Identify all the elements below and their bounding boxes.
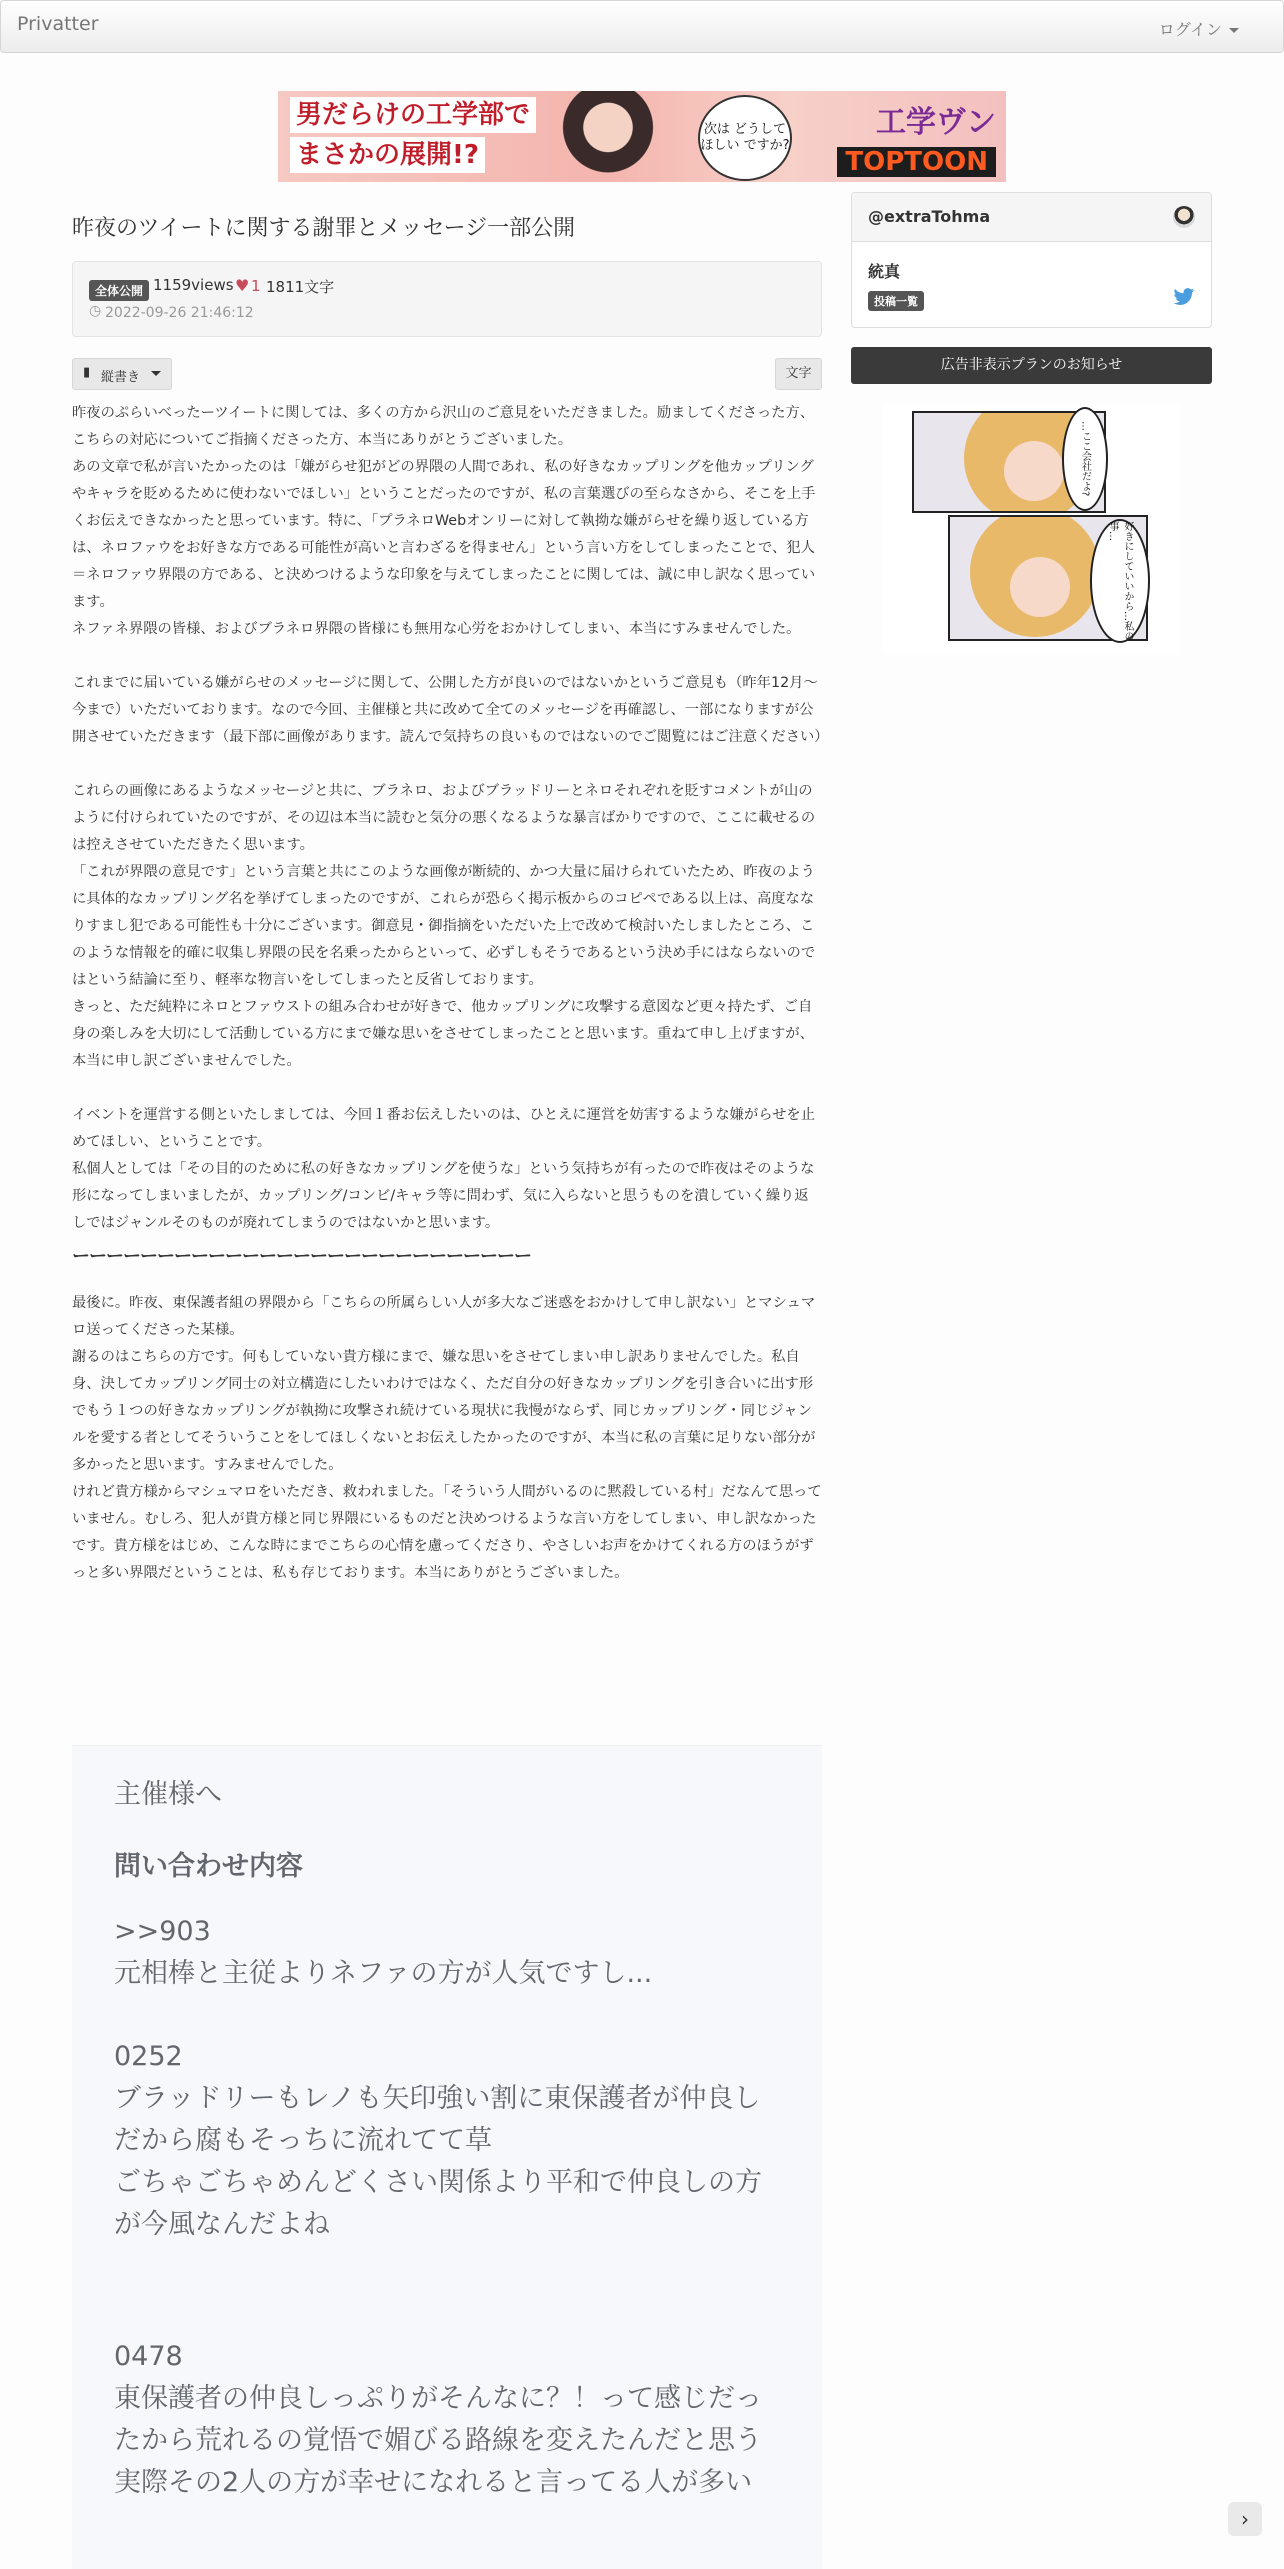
banner-logo-title: 工学ヴン xyxy=(876,105,996,140)
manga-speech-bubble: 好きにしていいから…私の事… xyxy=(1090,519,1150,643)
top-banner-ad[interactable] xyxy=(278,91,1006,182)
like-count: 1 xyxy=(251,277,261,295)
image-message-line: だから腐もそっちに流れてて草 xyxy=(114,2125,492,2156)
chevron-right-icon[interactable]: › xyxy=(1228,2502,1262,2536)
paragraph: イベントを運営する側といたしましては、今回１番お伝えしたいのは、ひとえに運営を妨害するような嫌がらせを止めてほしい、ということです。 xyxy=(72,1107,816,1150)
navbar xyxy=(0,0,1284,53)
separator-line: ーーーーーーーーーーーーーーーーーーーーーーーーーーー xyxy=(72,1246,531,1267)
banner-speech-bubble: 次は どうして ほしい ですか? xyxy=(698,95,792,181)
image-addressee: 主催様へ xyxy=(114,1779,222,1810)
image-message-number: >>903 xyxy=(114,1916,211,1947)
image-message-number: 0478 xyxy=(114,2341,183,2372)
paragraph: けれど貴方様からマシュマロをいただき、救われました。「そういう人間がいるのに黙殺している村」だなんて思っていません。むしろ、犯人が貴方様と同じ界隈にいるものだと決めつけるような言い方をしてしまい、申し訳なかったです。貴方様をはじめ、こんな時にまでこちらの心情を慮ってくださり、やさしいお声をかけてくれる方のほうがずっと多い界隈だということは、私も存じております。本当にありがとうございました。 xyxy=(72,1484,822,1581)
login-label: ログイン xyxy=(1158,20,1222,39)
author-card xyxy=(851,192,1212,328)
author-handle[interactable]: @extraTohma xyxy=(868,207,991,226)
page-title: 昨夜のツイートに関する謝罪とメッセージ一部公開 xyxy=(72,216,576,241)
banner-logo-brand: TOPTOON xyxy=(837,147,996,177)
posts-list-link[interactable]: 投稿一覧 xyxy=(868,291,924,311)
banner-line-2: まさかの展開!? xyxy=(290,137,485,173)
heart-icon[interactable]: ♥ xyxy=(235,276,250,295)
paragraph: これまでに届いている嫌がらせのメッセージに関して、公開した方が良いのではないかというご意見も（昨年12月～今まで）いただいております。なので今回、主催様と共に改めて全てのメッセージを再確認し、一部になりますが公開させていただきます（最下部に画像があります。読んで気持ちの良いものではないのでご閲覧にはご注意ください） xyxy=(72,675,829,745)
paragraph: あの文章で私が言いたかったのは「嫌がらせ犯がどの界隈の人間であれ、私の好きなカップリングを他カップリングやキャラを貶めるために使わないでほしい」ということだったのですが、私の言葉選びの至らなさから、そこを上手くお伝えできなかったと思っています。特に、「プラネロWebオンリーに対して執拗な嫌がらせを繰り返している方は、ネロファウをお好きな方である可能性が高いと言わざるを得ません」という言い方をしてしまったことで、犯人＝ネロファウ界隈の方である、と決めつけるような印象を与えてしまったことに関しては、誠に申し訳なく思っています。 xyxy=(72,459,816,610)
image-heading: 問い合わせ内容 xyxy=(114,1851,303,1882)
paragraph: 私個人としては「その目的のために私の好きなカップリングを使うな」という気持ちが有ったので昨夜はそのような形になってしまいましたが、カップリング/コンビ/キャラ等に問わず、気に入らないと思うものを潰していく繰り返しではジャンルそのものが廃れてしまうのではないかと思います。 xyxy=(72,1161,815,1231)
paragraph: 謝るのはこちらの方です。何もしていない貴方様にまで、嫌な思いをさせてしまい申し訳ありませんでした。私自身、決してカップリング同士の対立構造にしたいわけではなく、ただ自分の好きなカップリングを引き合いに出す形でもう１つの好きなカップリングが執拗に攻撃され続けている現状に我慢がならず、同じカップリング・同じジャンルを愛する者としてそういうことをしてほしくないとお伝えしたかったのですが、本当に私の言葉に足りない部分が多かったと思います。すみませんでした。 xyxy=(72,1349,816,1473)
paragraph: 最後に。昨夜、東保護者組の界隈から「こちらの所属らしい人が多大なご迷惑をおかけして申し訳ない」とマシュマロ送ってくださった某様。 xyxy=(72,1295,816,1338)
clock-icon: ◷ xyxy=(89,303,102,319)
banner-logo xyxy=(836,97,996,177)
banner-character-image xyxy=(548,91,668,182)
image-message-line: 実際その2人の方が幸せになれると言ってる人が多い xyxy=(114,2467,753,2498)
image-message-line: ブラッドリーもレノも矢印強い割に東保護者が仲良し xyxy=(114,2083,761,2114)
post-body xyxy=(72,400,829,1587)
paragraph: 昨夜のぷらいべったーツイートに関しては、多くの方から沢山のご意見をいただきました。励ましてくださった方、こちらの対応についてご指摘くださった方、本当にありがとうございました。 xyxy=(72,405,815,448)
image-message-line: ごちゃごちゃめんどくさい関係より平和で仲良しの方 xyxy=(114,2167,762,2198)
char-count: 1811文字 xyxy=(266,278,335,296)
ad-free-plan-button[interactable]: 広告非表示プランのお知らせ xyxy=(851,347,1212,384)
paragraph: きっと、ただ純粋にネロとファウストの組み合わせが好きで、他カップリングに攻撃する意図など更々持たず、ご自身の楽しみを大切にして活動している方にまで嫌な思いをさせてしまったことと思います。重ねて申し上げますが、本当に申し訳ございませんでした。 xyxy=(72,999,814,1069)
vertical-writing-label: 縦書き xyxy=(101,370,141,385)
book-icon: ▮ xyxy=(83,365,91,380)
sidebar-manga-ad[interactable] xyxy=(882,405,1180,655)
author-name: 統真 xyxy=(868,262,901,281)
banner-headline xyxy=(290,97,540,177)
view-count: 1159views xyxy=(153,276,234,294)
font-size-button[interactable]: 文字 xyxy=(775,358,822,390)
image-message-line: 元相棒と主従よりネファの方が人気ですし... xyxy=(114,1958,653,1989)
message-screenshot-image[interactable] xyxy=(72,1745,822,2569)
image-message-line: 東保護者の仲良しっぷりがそんなに？！って感じだっ xyxy=(114,2383,762,2414)
paragraph: 「これが界隈の意見です」という言葉と共にこのような画像が断続的、かつ大量に届けられていたため、昨夜のように具体的なカップリング名を挙げてしまったのですが、これらが恐らく掲示板からのコピペである以上は、高度ななりすまし犯である可能性も十分にございます。御意見・御指摘をいただいた上で改めて検討いたしましたところ、このような情報を的確に収集し界隈の民を名乗ったからといって、必ずしもそうであるという決め手にはならないのではという結論に至り、軽率な物言いをしてしまったと反省しております。 xyxy=(72,864,816,988)
manga-speech-bubble: …ここ会社だよ? xyxy=(1062,407,1108,511)
chevron-down-icon xyxy=(151,371,161,376)
paragraph: これらの画像にあるようなメッセージと共に、ブラネロ、およびブラッドリーとネロそれぞれを貶すコメントが山のように付けられていたのですが、その辺は本当に読むと気分の悪くなるような暴言ばかりですので、ここに載せるのは控えさせていただきたく思います。 xyxy=(72,783,816,853)
paragraph: ネファネ界隈の皆様、およびブラネロ界隈の皆様にも無用な心労をおかけしてしまい、本当にすみませんでした。 xyxy=(72,621,801,637)
image-message-line: たから荒れるの覚悟で媚びる路線を変えたんだと思う xyxy=(114,2425,762,2456)
post-date: 2022-09-26 21:46:12 xyxy=(105,305,254,321)
image-message-number: 0252 xyxy=(114,2041,183,2072)
avatar[interactable] xyxy=(1173,206,1195,228)
author-card-header xyxy=(852,193,1211,242)
login-dropdown[interactable] xyxy=(1159,17,1239,40)
vertical-writing-button[interactable] xyxy=(72,358,172,390)
brand-link[interactable]: Privatter xyxy=(17,13,99,35)
chevron-down-icon xyxy=(1229,28,1239,33)
image-message-line: が今風なんだよね xyxy=(114,2209,330,2240)
twitter-icon[interactable] xyxy=(1173,287,1195,307)
visibility-badge: 全体公開 xyxy=(89,280,149,301)
banner-line-1: 男だらけの工学部で xyxy=(290,97,536,133)
post-meta xyxy=(72,261,822,337)
